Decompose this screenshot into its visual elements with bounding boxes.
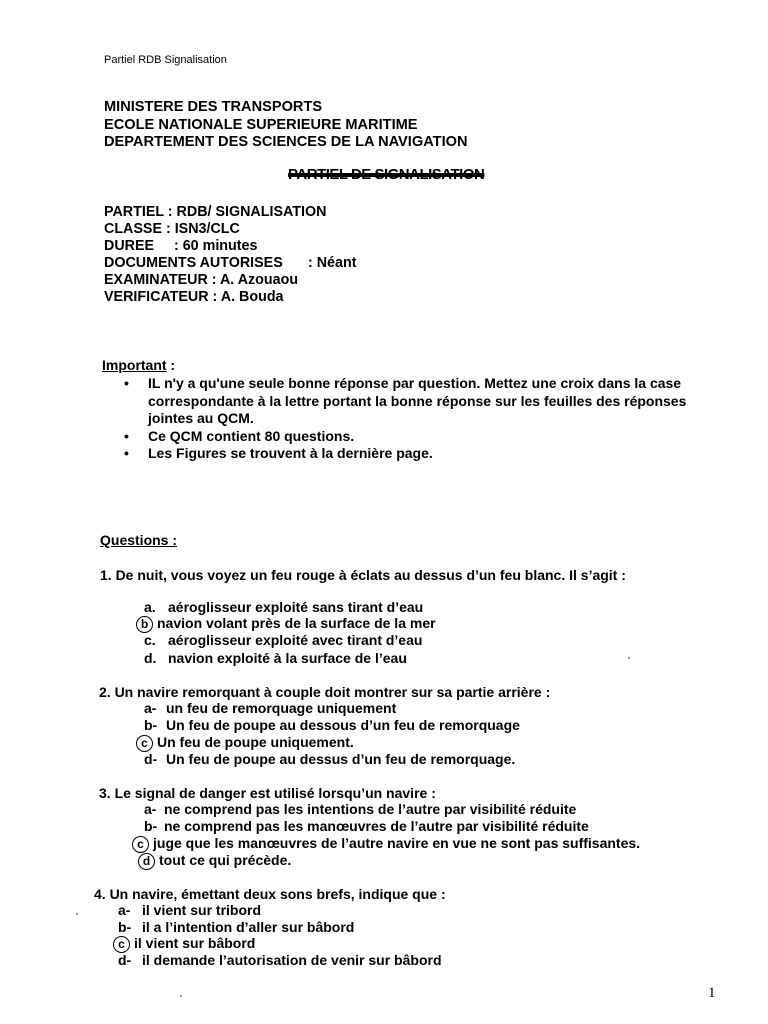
- answer-letter: a-: [144, 801, 157, 817]
- answer-letter: c.: [144, 632, 156, 648]
- answer-4d: [118, 952, 442, 968]
- questions-title: Questions :: [100, 532, 178, 548]
- important-item: [120, 375, 720, 428]
- scan-speck: [628, 657, 630, 659]
- answer-letter: d-: [144, 751, 158, 767]
- ministry-name: MINISTERE DES TRANSPORTS: [104, 99, 323, 115]
- answer-3d: [138, 852, 291, 870]
- exam-info: [104, 204, 356, 306]
- page-number: 1: [708, 985, 716, 1001]
- circled-answer-icon: [136, 735, 153, 752]
- answer-text: aéroglisseur exploité sans tirant d’eau: [168, 599, 424, 615]
- answer-text: un feu de remorquage uniquement: [166, 700, 397, 716]
- answer-text: il demande l’autorisation de venir sur bâbord: [142, 952, 442, 968]
- answer-text: navion volant près de la surface de la mer: [157, 615, 436, 631]
- exam-examinateur: EXAMINATEUR : A. Azouaou: [104, 272, 299, 288]
- answer-2a: [144, 700, 396, 716]
- answer-text: il vient sur bâbord: [134, 935, 256, 951]
- exam-documents: [104, 255, 356, 272]
- circled-answer-icon: [132, 836, 149, 853]
- answer-letter: a.: [144, 599, 156, 615]
- circled-answer-icon: [136, 616, 153, 633]
- exam-duree: [104, 238, 356, 255]
- answer-text: il a l’intention d’aller sur bâbord: [142, 919, 355, 935]
- answer-text: Un feu de poupe uniquement.: [157, 734, 354, 750]
- answer-3a: [144, 801, 576, 817]
- exam-partiel: PARTIEL : RDB/ SIGNALISATION: [104, 204, 327, 220]
- scan-speck: [76, 913, 78, 915]
- bullet-icon: •: [124, 445, 129, 461]
- answer-1b: [136, 615, 436, 633]
- duree-label: DUREE: [104, 238, 155, 254]
- answer-letter: a-: [118, 902, 131, 918]
- answer-letter: d-: [118, 952, 132, 968]
- answer-letter: b-: [118, 919, 132, 935]
- important-item: [120, 445, 720, 463]
- answer-letter: c: [118, 936, 125, 951]
- important-title: Important: [102, 357, 167, 373]
- answer-1a: [144, 599, 423, 615]
- answer-letter: c: [141, 735, 148, 750]
- answer-text: il vient sur tribord: [142, 902, 262, 918]
- answer-text: ne comprend pas les manœuvres de l’autre par visibilité réduite: [164, 818, 589, 834]
- question-2: 2. Un navire remorquant à couple doit montrer sur sa partie arrière :: [99, 684, 551, 700]
- important-item-text: Ce QCM contient 80 questions.: [148, 427, 355, 444]
- circled-answer-icon: [113, 936, 130, 953]
- important-item: [120, 428, 720, 446]
- important-list: [120, 375, 720, 463]
- answer-1d: [144, 650, 407, 666]
- exam-classe: CLASSE : ISN3/CLC: [104, 221, 240, 237]
- answer-text: juge que les manœuvres de l’autre navire en vue ne sont pas suffisantes.: [153, 835, 641, 851]
- bullet-icon: •: [124, 427, 129, 444]
- important-item-text: Les Figures se trouvent à la dernière page.: [148, 445, 433, 461]
- answer-text: tout ce qui précède.: [159, 852, 292, 868]
- question-3: 3. Le signal de danger est utilisé lorsqu’un navire :: [99, 785, 436, 801]
- question-1: 1. De nuit, vous voyez un feu rouge à éclats au dessus d’un feu blanc. Il s’agit :: [100, 567, 626, 583]
- documents-value: : Néant: [308, 255, 357, 271]
- answer-letter: c: [137, 836, 144, 851]
- answer-text: Un feu de poupe au dessous d’un feu de remorquage: [166, 717, 520, 733]
- important-colon: :: [166, 357, 176, 373]
- answer-letter: b-: [144, 717, 158, 733]
- answer-letter: d: [142, 853, 151, 868]
- answer-4a: [118, 902, 261, 918]
- answer-1c: [144, 632, 422, 648]
- answer-letter: b-: [144, 818, 158, 834]
- scan-speck: [180, 995, 182, 997]
- bullet-icon: •: [124, 375, 129, 391]
- answer-3c: [132, 835, 640, 853]
- answer-text: aéroglisseur exploité avec tirant d’eau: [168, 632, 423, 648]
- answer-2b: [144, 717, 520, 733]
- answer-4c: [113, 935, 255, 953]
- answer-4b: [118, 919, 354, 935]
- department-name: DEPARTEMENT DES SCIENCES DE LA NAVIGATION: [104, 134, 468, 150]
- answer-3b: [144, 818, 589, 834]
- answer-2d: [144, 751, 515, 767]
- answer-letter: b: [140, 616, 149, 631]
- answer-text: Un feu de poupe au dessus d’un feu de remorquage.: [166, 751, 516, 767]
- answer-text: ne comprend pas les intentions de l’autre par visibilité réduite: [164, 801, 577, 817]
- school-name: ECOLE NATIONALE SUPERIEURE MARITIME: [104, 116, 418, 133]
- institution-block: [104, 99, 468, 152]
- important-item-text: IL n'y a qu'une seule bonne réponse par question. Mettez une croix dans la case correspondante à la lettre portant la bonne réponse sur les feuilles des réponses jointes au QCM.: [148, 375, 687, 426]
- exam-verificateur: VERIFICATEUR : A. Bouda: [104, 289, 284, 305]
- documents-label: DOCUMENTS AUTORISES: [104, 255, 283, 271]
- answer-2c: [136, 734, 354, 752]
- question-4: 4. Un navire, émettant deux sons brefs, indique que :: [94, 886, 446, 902]
- running-header: Partiel RDB Signalisation: [104, 54, 227, 66]
- answer-letter: a-: [144, 700, 157, 716]
- answer-text: navion exploité à la surface de l’eau: [168, 650, 407, 666]
- answer-letter: d.: [144, 650, 157, 666]
- crossed-out-title: PARTIEL DE SIGNALISATION: [288, 166, 485, 183]
- circled-answer-icon: [138, 853, 155, 870]
- duree-value: : 60 minutes: [174, 238, 258, 254]
- important-heading: [102, 357, 175, 373]
